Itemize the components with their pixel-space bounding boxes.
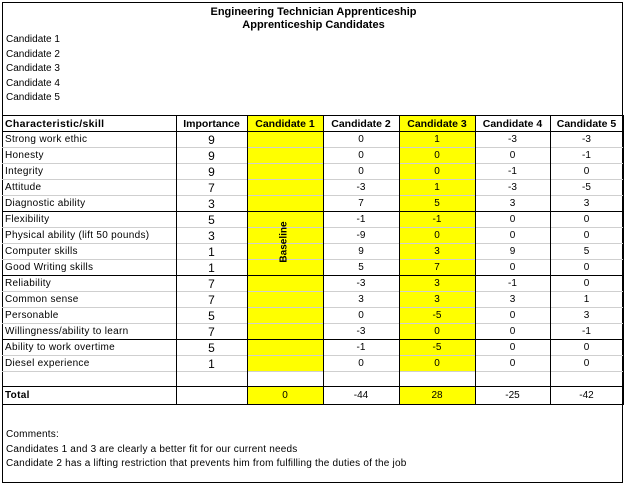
spacer-row [2, 372, 623, 387]
candidate-2-cell: -1 [323, 212, 399, 228]
importance-cell: 5 [176, 308, 247, 324]
candidate-3-cell: 0 [399, 164, 475, 180]
table-row [2, 196, 623, 212]
candidate-2-cell: -1 [323, 340, 399, 356]
importance-cell: 5 [176, 212, 247, 228]
candidate-4-cell: 0 [475, 308, 550, 324]
importance-cell: 3 [176, 196, 247, 212]
skill-cell: Integrity [2, 164, 176, 180]
candidate-2-cell: -3 [323, 276, 399, 292]
comments-heading: Comments: [6, 429, 59, 440]
candidate-2-cell: -3 [323, 324, 399, 340]
candidate-3-cell: 3 [399, 276, 475, 292]
candidate-2-cell: 0 [323, 308, 399, 324]
header-characteristic: Characteristic/skill [2, 116, 176, 132]
candidate-4-cell: 0 [475, 356, 550, 372]
comments-block [6, 428, 406, 472]
skill-cell: Strong work ethic [2, 132, 176, 148]
candidate-5-cell: 1 [550, 292, 623, 308]
candidate-5-cell: 3 [550, 196, 623, 212]
total-candidate-5: -42 [550, 387, 623, 405]
empty-cell [247, 372, 323, 387]
total-row [2, 387, 623, 405]
skill-cell: Computer skills [2, 244, 176, 260]
header-candidate-1: Candidate 1 [247, 116, 323, 132]
candidate-5-cell: 0 [550, 228, 623, 244]
candidate-4-cell: -1 [475, 276, 550, 292]
candidate-4-cell: 0 [475, 260, 550, 276]
candidate-3-cell: -5 [399, 308, 475, 324]
empty-cell [2, 372, 176, 387]
candidate-2-cell: 0 [323, 164, 399, 180]
table-row [2, 324, 623, 340]
importance-cell: 5 [176, 340, 247, 356]
candidate-5-cell: -5 [550, 180, 623, 196]
candidate-4-cell: 9 [475, 244, 550, 260]
candidate-3-cell: 0 [399, 228, 475, 244]
candidate-5-cell: 0 [550, 276, 623, 292]
table-row [2, 180, 623, 196]
candidate-2-cell: 5 [323, 260, 399, 276]
header-candidate-2: Candidate 2 [323, 116, 399, 132]
list-item: Candidate 3 [6, 63, 60, 74]
importance-cell: 7 [176, 180, 247, 196]
skill-cell: Willingness/ability to learn [2, 324, 176, 340]
empty-cell [399, 372, 475, 387]
candidate-5-cell: -1 [550, 148, 623, 164]
importance-cell: 7 [176, 324, 247, 340]
candidate-3-cell: 3 [399, 244, 475, 260]
candidate-4-cell: 0 [475, 148, 550, 164]
header-candidate-4: Candidate 4 [475, 116, 550, 132]
total-candidate-1: 0 [247, 387, 323, 405]
candidate-1-cell [247, 292, 323, 308]
importance-cell: 1 [176, 356, 247, 372]
candidate-1-cell [247, 132, 323, 148]
skill-cell: Diagnostic ability [2, 196, 176, 212]
baseline-label: Baseline [278, 221, 290, 263]
skill-cell: Flexibility [2, 212, 176, 228]
table-row [2, 244, 623, 260]
candidate-list [6, 33, 60, 106]
scoring-table [2, 115, 624, 405]
skill-cell: Honesty [2, 148, 176, 164]
skill-cell: Attitude [2, 180, 176, 196]
candidate-3-cell: 0 [399, 356, 475, 372]
candidate-3-cell: 3 [399, 292, 475, 308]
candidate-4-cell: 0 [475, 228, 550, 244]
list-item: Candidate 1 [6, 34, 60, 45]
candidate-3-cell: -5 [399, 340, 475, 356]
table-row [2, 340, 623, 356]
candidate-5-cell: 3 [550, 308, 623, 324]
candidate-3-cell: 1 [399, 132, 475, 148]
page-title: Engineering Technician Apprenticeship [210, 6, 417, 18]
empty-cell [176, 372, 247, 387]
candidate-5-cell: 0 [550, 164, 623, 180]
candidate-4-cell: -3 [475, 180, 550, 196]
candidate-4-cell: -1 [475, 164, 550, 180]
candidate-1-cell [247, 276, 323, 292]
importance-cell: 9 [176, 132, 247, 148]
candidate-1-cell [247, 164, 323, 180]
table-row [2, 132, 623, 148]
candidate-5-cell: 0 [550, 212, 623, 228]
candidate-5-cell: 0 [550, 340, 623, 356]
skill-cell: Common sense [2, 292, 176, 308]
candidate-5-cell: -1 [550, 324, 623, 340]
skill-cell: Physical ability (lift 50 pounds) [2, 228, 176, 244]
candidate-3-cell: 7 [399, 260, 475, 276]
candidate-1-cell [247, 196, 323, 212]
candidate-1-cell [247, 308, 323, 324]
candidate-2-cell: -3 [323, 180, 399, 196]
table-row [2, 276, 623, 292]
candidate-2-cell: -9 [323, 228, 399, 244]
candidate-4-cell: 0 [475, 324, 550, 340]
skill-cell: Good Writing skills [2, 260, 176, 276]
total-candidate-4: -25 [475, 387, 550, 405]
empty-cell [475, 372, 550, 387]
candidate-4-cell: -3 [475, 132, 550, 148]
candidate-2-cell: 7 [323, 196, 399, 212]
candidate-4-cell: 3 [475, 292, 550, 308]
candidate-1-cell [247, 180, 323, 196]
header-importance: Importance [176, 116, 247, 132]
importance-cell: 9 [176, 148, 247, 164]
list-item: Candidate 5 [6, 92, 60, 103]
candidate-3-cell: 0 [399, 324, 475, 340]
candidate-5-cell: -3 [550, 132, 623, 148]
empty-cell [550, 372, 623, 387]
empty-cell [323, 372, 399, 387]
total-candidate-3: 28 [399, 387, 475, 405]
header-candidate-5: Candidate 5 [550, 116, 623, 132]
candidate-4-cell: 3 [475, 196, 550, 212]
candidate-1-cell [247, 340, 323, 356]
table-row [2, 212, 623, 228]
list-item: Candidate 2 [6, 48, 60, 60]
candidate-1-cell [247, 324, 323, 340]
table-row [2, 260, 623, 276]
total-candidate-2: -44 [323, 387, 399, 405]
comment-line: Candidates 1 and 3 are clearly a better fit for our current needs [6, 443, 298, 455]
importance-cell: 1 [176, 260, 247, 276]
table-row [2, 356, 623, 372]
list-item: Candidate 4 [6, 77, 60, 89]
candidate-3-cell: 5 [399, 196, 475, 212]
candidate-5-cell: 0 [550, 356, 623, 372]
importance-cell: 9 [176, 164, 247, 180]
total-label: Total [2, 387, 176, 405]
candidate-1-cell [247, 148, 323, 164]
page-subtitle: Apprenticeship Candidates [242, 19, 385, 31]
candidate-1-cell [247, 356, 323, 372]
table-row [2, 164, 623, 180]
importance-cell: 1 [176, 244, 247, 260]
skill-cell: Diesel experience [2, 356, 176, 372]
candidate-4-cell: 0 [475, 212, 550, 228]
importance-cell: 7 [176, 276, 247, 292]
candidate-3-cell: 1 [399, 180, 475, 196]
candidate-2-cell: 0 [323, 132, 399, 148]
candidate-2-cell: 0 [323, 148, 399, 164]
table-row [2, 148, 623, 164]
candidate-3-cell: 0 [399, 148, 475, 164]
table-row [2, 292, 623, 308]
candidate-5-cell: 0 [550, 260, 623, 276]
skill-cell: Ability to work overtime [2, 340, 176, 356]
skill-cell: Reliability [2, 276, 176, 292]
importance-cell: 7 [176, 292, 247, 308]
comment-line: Candidate 2 has a lifting restriction that prevents him from fulfilling the duties of the job [6, 458, 407, 469]
header-candidate-3: Candidate 3 [399, 116, 475, 132]
total-importance [176, 387, 247, 405]
candidate-2-cell: 0 [323, 356, 399, 372]
skill-cell: Personable [2, 308, 176, 324]
candidate-4-cell: 0 [475, 340, 550, 356]
table-row [2, 228, 623, 244]
importance-cell: 3 [176, 228, 247, 244]
candidate-3-cell: -1 [399, 212, 475, 228]
header-row [2, 116, 623, 132]
candidate-5-cell: 5 [550, 244, 623, 260]
candidate-2-cell: 9 [323, 244, 399, 260]
candidate-2-cell: 3 [323, 292, 399, 308]
table-row [2, 308, 623, 324]
